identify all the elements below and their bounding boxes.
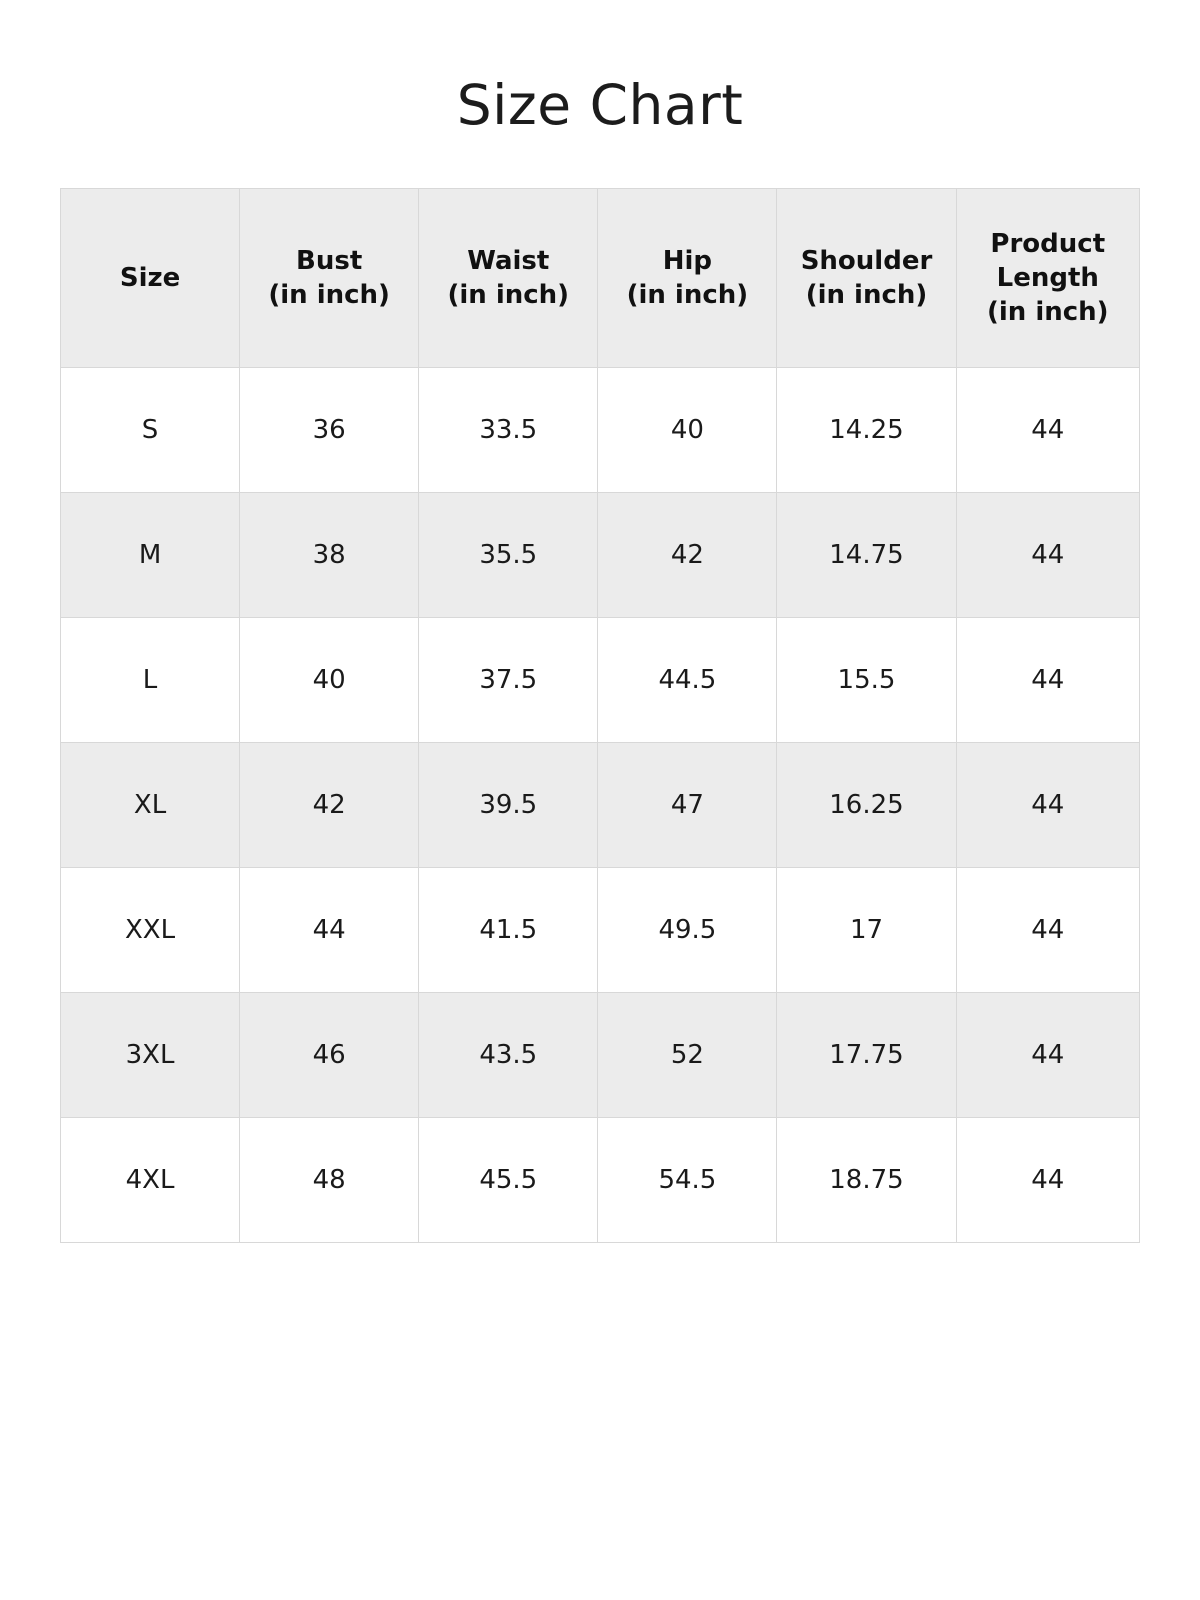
cell-bust: 40 (240, 618, 419, 743)
column-header-product-length (956, 189, 1139, 368)
cell-product-length: 44 (956, 1118, 1139, 1243)
table-row (61, 1118, 1140, 1243)
column-header-shoulder-label: Shoulder (800, 245, 933, 276)
cell-hip: 54.5 (598, 1118, 777, 1243)
cell-product-length: 44 (956, 493, 1139, 618)
table-row (61, 868, 1140, 993)
column-header-shoulder-unit: (in inch) (805, 280, 928, 310)
column-header-bust (240, 189, 419, 368)
cell-shoulder: 18.75 (777, 1118, 956, 1243)
table-row (61, 743, 1140, 868)
cell-hip: 42 (598, 493, 777, 618)
cell-shoulder: 17 (777, 868, 956, 993)
column-header-bust-label: Bust (296, 245, 363, 276)
cell-hip: 52 (598, 993, 777, 1118)
cell-waist: 37.5 (419, 618, 598, 743)
table-body (61, 368, 1140, 1243)
table-row (61, 993, 1140, 1118)
column-header-waist (419, 189, 598, 368)
cell-shoulder: 14.75 (777, 493, 956, 618)
cell-hip: 49.5 (598, 868, 777, 993)
column-header-product-length-label1: Product (990, 228, 1106, 259)
cell-shoulder: 17.75 (777, 993, 956, 1118)
cell-hip: 40 (598, 368, 777, 493)
cell-product-length: 44 (956, 618, 1139, 743)
cell-size: 3XL (61, 993, 240, 1118)
cell-waist: 39.5 (419, 743, 598, 868)
cell-bust: 38 (240, 493, 419, 618)
cell-waist: 35.5 (419, 493, 598, 618)
cell-waist: 45.5 (419, 1118, 598, 1243)
cell-waist: 41.5 (419, 868, 598, 993)
cell-size: M (61, 493, 240, 618)
cell-size: L (61, 618, 240, 743)
cell-size: XXL (61, 868, 240, 993)
column-header-hip-unit: (in inch) (626, 280, 749, 310)
column-header-hip-label: Hip (662, 245, 713, 276)
size-chart-table-wrapper (60, 188, 1140, 1243)
column-header-shoulder (777, 189, 956, 368)
cell-hip: 47 (598, 743, 777, 868)
cell-product-length: 44 (956, 368, 1139, 493)
cell-product-length: 44 (956, 868, 1139, 993)
column-header-bust-unit: (in inch) (268, 280, 390, 310)
table-row (61, 368, 1140, 493)
column-header-product-length-label2: Length (996, 262, 1099, 293)
cell-bust: 46 (240, 993, 419, 1118)
table-row (61, 493, 1140, 618)
page-title: Size Chart (456, 73, 744, 137)
column-header-product-length-unit: (in inch) (986, 297, 1109, 328)
cell-hip: 44.5 (598, 618, 777, 743)
column-header-size (61, 189, 240, 368)
cell-bust: 44 (240, 868, 419, 993)
column-header-hip (598, 189, 777, 368)
table-header (61, 189, 1140, 368)
cell-shoulder: 15.5 (777, 618, 956, 743)
column-header-size-label: Size (119, 262, 181, 293)
cell-product-length: 44 (956, 743, 1139, 868)
table-header-row (61, 189, 1140, 368)
cell-waist: 43.5 (419, 993, 598, 1118)
cell-shoulder: 14.25 (777, 368, 956, 493)
cell-waist: 33.5 (419, 368, 598, 493)
cell-bust: 42 (240, 743, 419, 868)
column-header-waist-unit: (in inch) (447, 280, 570, 310)
column-header-waist-label: Waist (467, 245, 550, 276)
cell-bust: 48 (240, 1118, 419, 1243)
cell-size: 4XL (61, 1118, 240, 1243)
cell-shoulder: 16.25 (777, 743, 956, 868)
size-chart-table (60, 188, 1140, 1243)
table-row (61, 618, 1140, 743)
cell-size: S (61, 368, 240, 493)
cell-size: XL (61, 743, 240, 868)
cell-product-length: 44 (956, 993, 1139, 1118)
cell-bust: 36 (240, 368, 419, 493)
